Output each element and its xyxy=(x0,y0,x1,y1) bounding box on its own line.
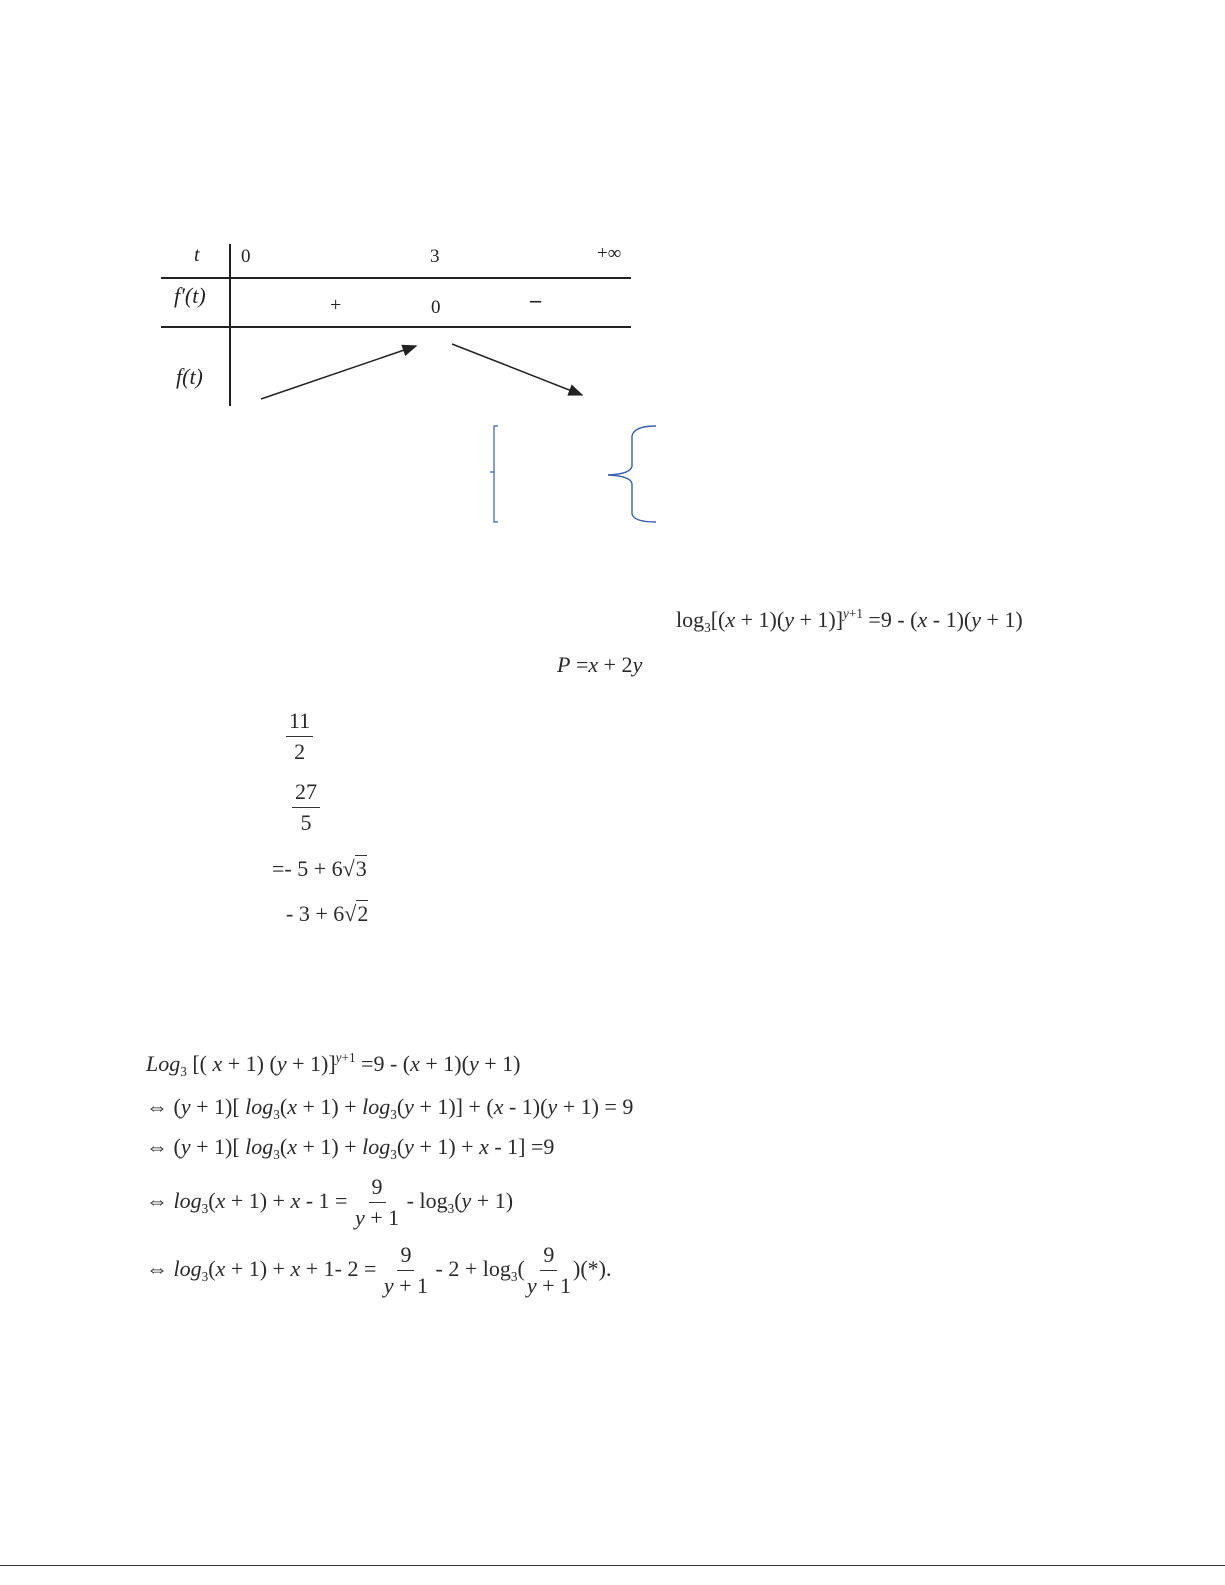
fraction-11-over-2 xyxy=(286,708,313,765)
solution-line-3: ⇔ (y + 1)[ $\log_3(x + 1) + \log_3(y + 1) + x - 1] =9$ xyxy=(146,1134,555,1162)
option-d xyxy=(286,901,368,927)
curly-brace-icon xyxy=(608,426,656,522)
sign-minus: – xyxy=(530,287,541,312)
fraction-27-over-5 xyxy=(292,779,320,836)
decreasing-arrow xyxy=(452,344,582,395)
solution-line-5: ⇔ $\log_3(x + 1) + x + 1-$ 2 = $\frac{9}{y + 1}$ - $2 + \log_3$( $\frac{9}{y + 1}$ )(*). xyxy=(146,1242,612,1298)
option-c-text: =- 5 + 6√3 xyxy=(272,856,367,881)
variation-arrows xyxy=(0,0,700,420)
fraction-denominator: 2 xyxy=(294,739,306,764)
increasing-arrow xyxy=(261,346,416,399)
t-value-0: 0 xyxy=(241,246,251,267)
expression-text: P =x + 2y xyxy=(557,652,643,677)
solution-line-1: Log$_3$ [( x + 1) (y + 1)]$^{y+1}$ =9 - (x + 1)(y + 1) xyxy=(146,1050,521,1079)
fraction-numerator: 11 xyxy=(286,708,313,737)
option-d-text: - 3 + 6√2 xyxy=(286,901,369,926)
fraction-numerator: 27 xyxy=(292,779,320,808)
row-label-t: t xyxy=(194,244,200,266)
t-value-infinity: +∞ xyxy=(597,243,622,264)
row-label-f: f(t) xyxy=(176,364,203,389)
solution-line-2: ⇔ (y + 1)[ $\log_3(x + 1) + \log_3(y + 1)] + (x - 1)(y + 1) = 9$ xyxy=(146,1094,634,1122)
bracket-marks xyxy=(480,420,670,530)
left-bracket-icon xyxy=(490,426,498,522)
option-c xyxy=(272,856,367,882)
option-b xyxy=(290,779,322,836)
row-label-fprime: f′(t) xyxy=(174,283,206,308)
sign-plus: + xyxy=(330,294,342,316)
fraction-denominator: 5 xyxy=(300,810,312,835)
page-bottom-rule xyxy=(0,1565,1225,1566)
t-value-3: 3 xyxy=(430,246,440,267)
sign-zero: 0 xyxy=(431,297,441,318)
problem-equation xyxy=(676,606,1023,636)
option-a xyxy=(284,708,315,765)
equation-text: $\log_3[(x + 1)(y + 1)]^{y+1} =9 - (x - 1)(y + 1)$ xyxy=(676,606,1023,635)
problem-expression xyxy=(557,652,642,678)
solution-line-4: ⇔ $\log_3(x + 1) + x - 1$ = $\frac{9}{y + 1}$ - $\log_3(y + 1)$ xyxy=(146,1174,514,1230)
